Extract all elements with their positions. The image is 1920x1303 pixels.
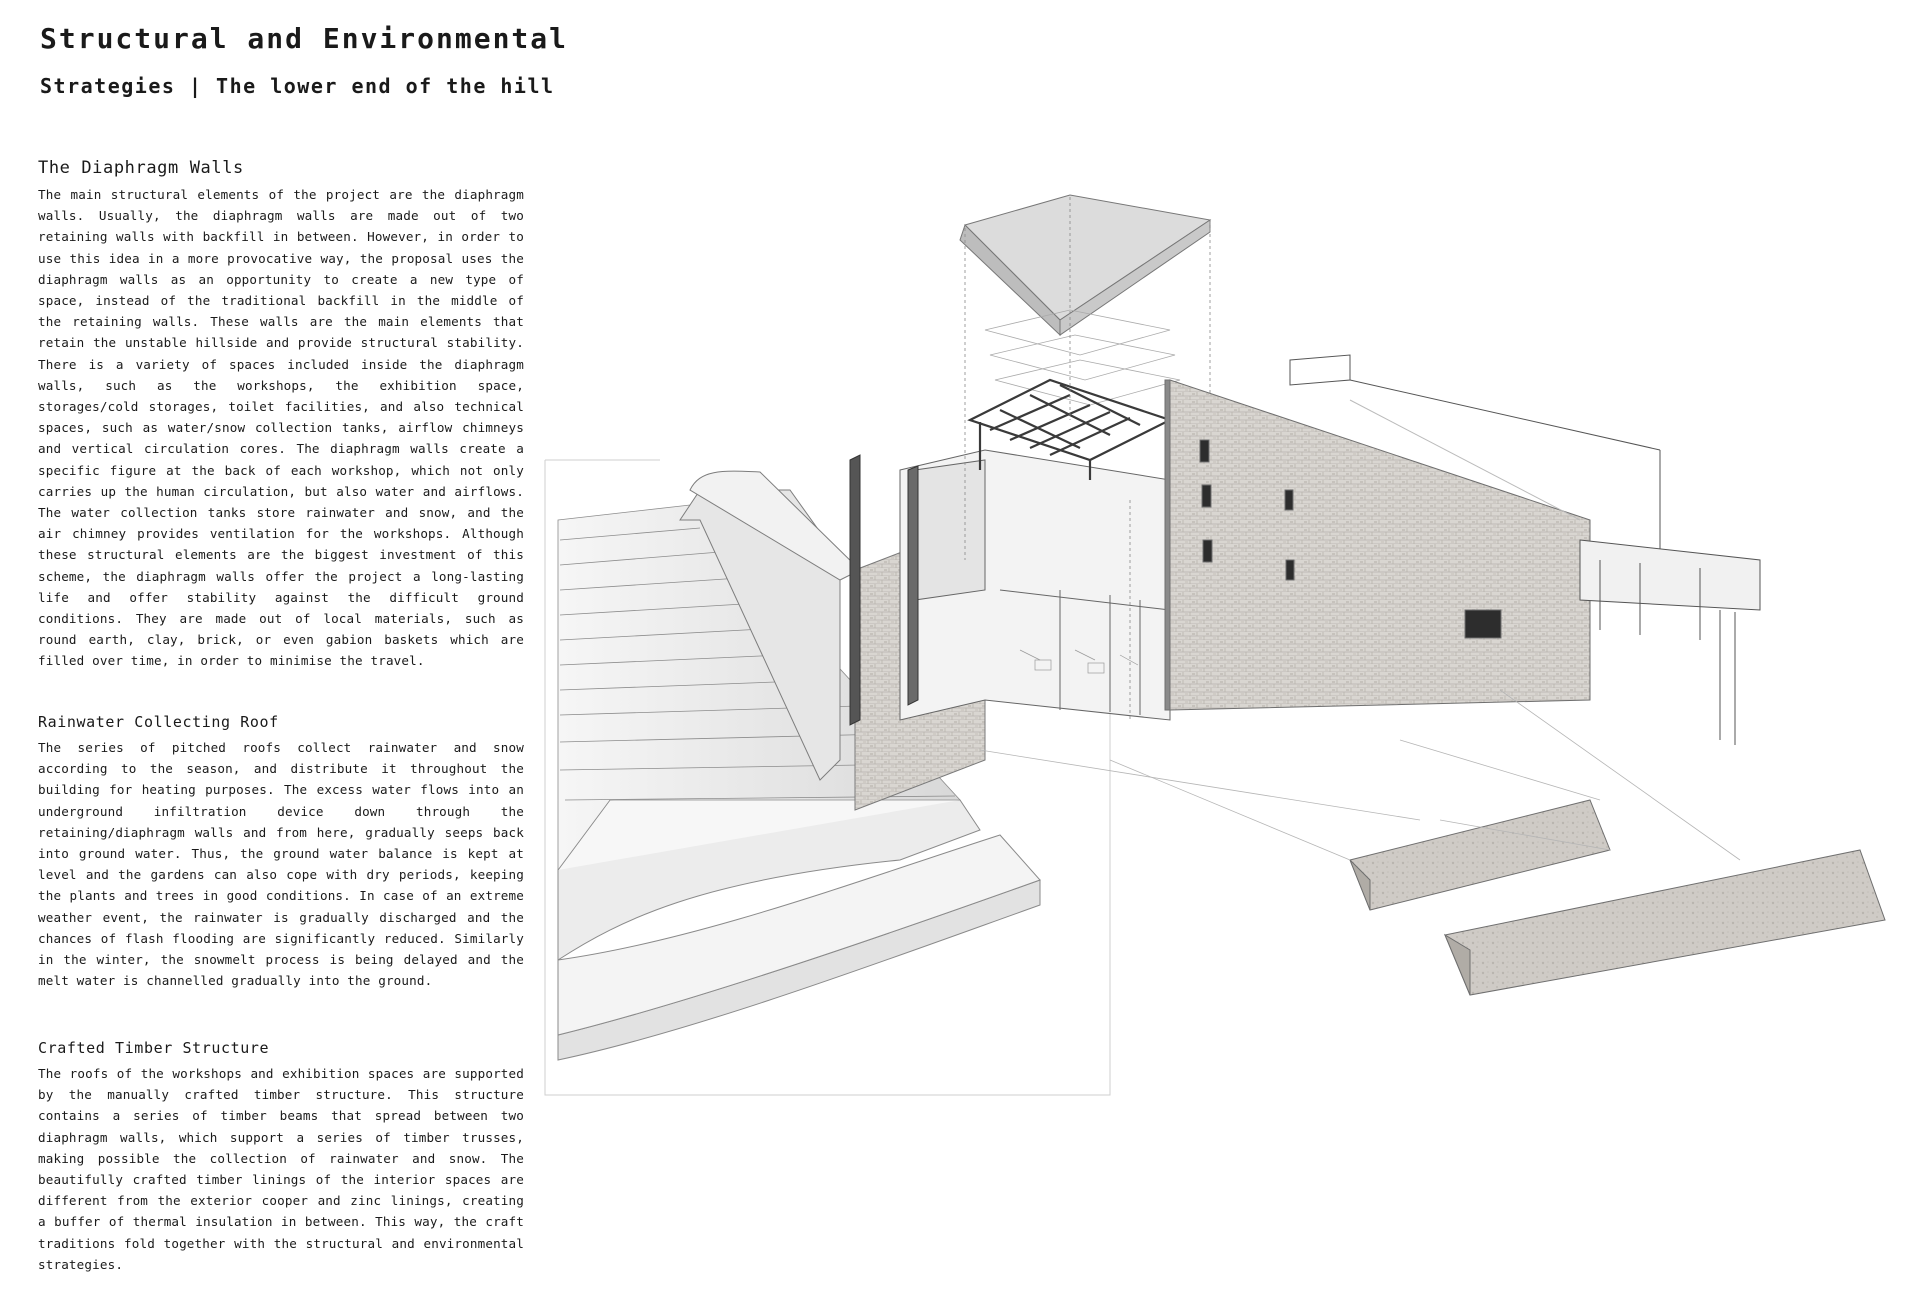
section-heading: The Diaphragm Walls	[38, 158, 244, 178]
exploded-roof	[960, 195, 1210, 335]
connection-lines	[980, 690, 1740, 860]
page-subtitle: Strategies | The lower end of the hill	[40, 74, 555, 98]
section-heading: Crafted Timber Structure	[38, 1039, 270, 1057]
section-body: The series of pitched roofs collect rainwater and snow according to the season, and distribute it throughout the building for heating purposes. The excess water flows into an underground infiltration device down through the retaining/diaphragm walls and from here, gradually seeps back into ground water. Thus, the ground water balance is kept at level and the gardens can also cope with dry periods, keeping the plants and trees in good conditions. In case of an extreme weather event, the rainwater is gradually discharged and the chances of flash flooding are significantly reduced. Similarly in the winter, the snowmelt process is being delayed and the melt water is channelled gradually into the ground.	[38, 740, 524, 989]
terraced-landscape	[558, 770, 1040, 1060]
section-body: The roofs of the workshops and exhibition spaces are supported by the manually crafted timber structure. This structure contains a series of timber beams that spread between two diaphragm walls, which support a series of timber trusses, making possible the collection of rainwater and snow. The beautifully crafted timber linings of the interior spaces are different from the exterior cooper and zinc linings, creating a buffer of thermal insulation in between. This way, the craft traditions fold together with the structural and environmental strategies.	[38, 1066, 524, 1272]
page-title: Structural and Environmental	[40, 22, 569, 55]
section-heading: Rainwater Collecting Roof	[38, 713, 279, 731]
section-diaphragm-walls	[38, 158, 524, 672]
brick-wall-right	[1165, 380, 1590, 710]
workshop-volume	[900, 450, 1170, 720]
exploded-axonometric-diagram	[540, 150, 1900, 1150]
section-body: The main structural elements of the project are the diaphragm walls. Usually, the diaphragm walls are made out of two retaining walls with backfill in between. However, in order to use this idea in a more provocative way, the proposal uses the diaphragm walls as an opportunity to create a new type of space, instead of the traditional backfill in the middle of the retaining walls. These walls are the main elements that retain the unstable hillside and provide structural stability. There is a variety of spaces included inside the diaphragm walls, such as the workshops, the exhibition space, storages/cold storages, toilet facilities, and also technical spaces, such as water/snow collection tanks, airflow chimneys and vertical circulation cores. The diaphragm walls create a specific figure at the back of each workshop, which not only carries up the human circulation, but also water and airflows. The water collection tanks store rainwater and snow, and the air chimney provides ventilation for the workshops. Although these structural elements are the biggest investment of this scheme, the diaphragm walls offer the project a long-lasting life and offer stability against the difficult ground conditions. They are made out of local materials, such as round earth, clay, brick, or even gabion baskets which are filled over time, in order to minimise the travel.	[38, 187, 524, 669]
section-timber-structure	[38, 1039, 524, 1275]
stone-wall-upper	[1350, 800, 1610, 910]
section-rainwater-roof	[38, 713, 524, 991]
